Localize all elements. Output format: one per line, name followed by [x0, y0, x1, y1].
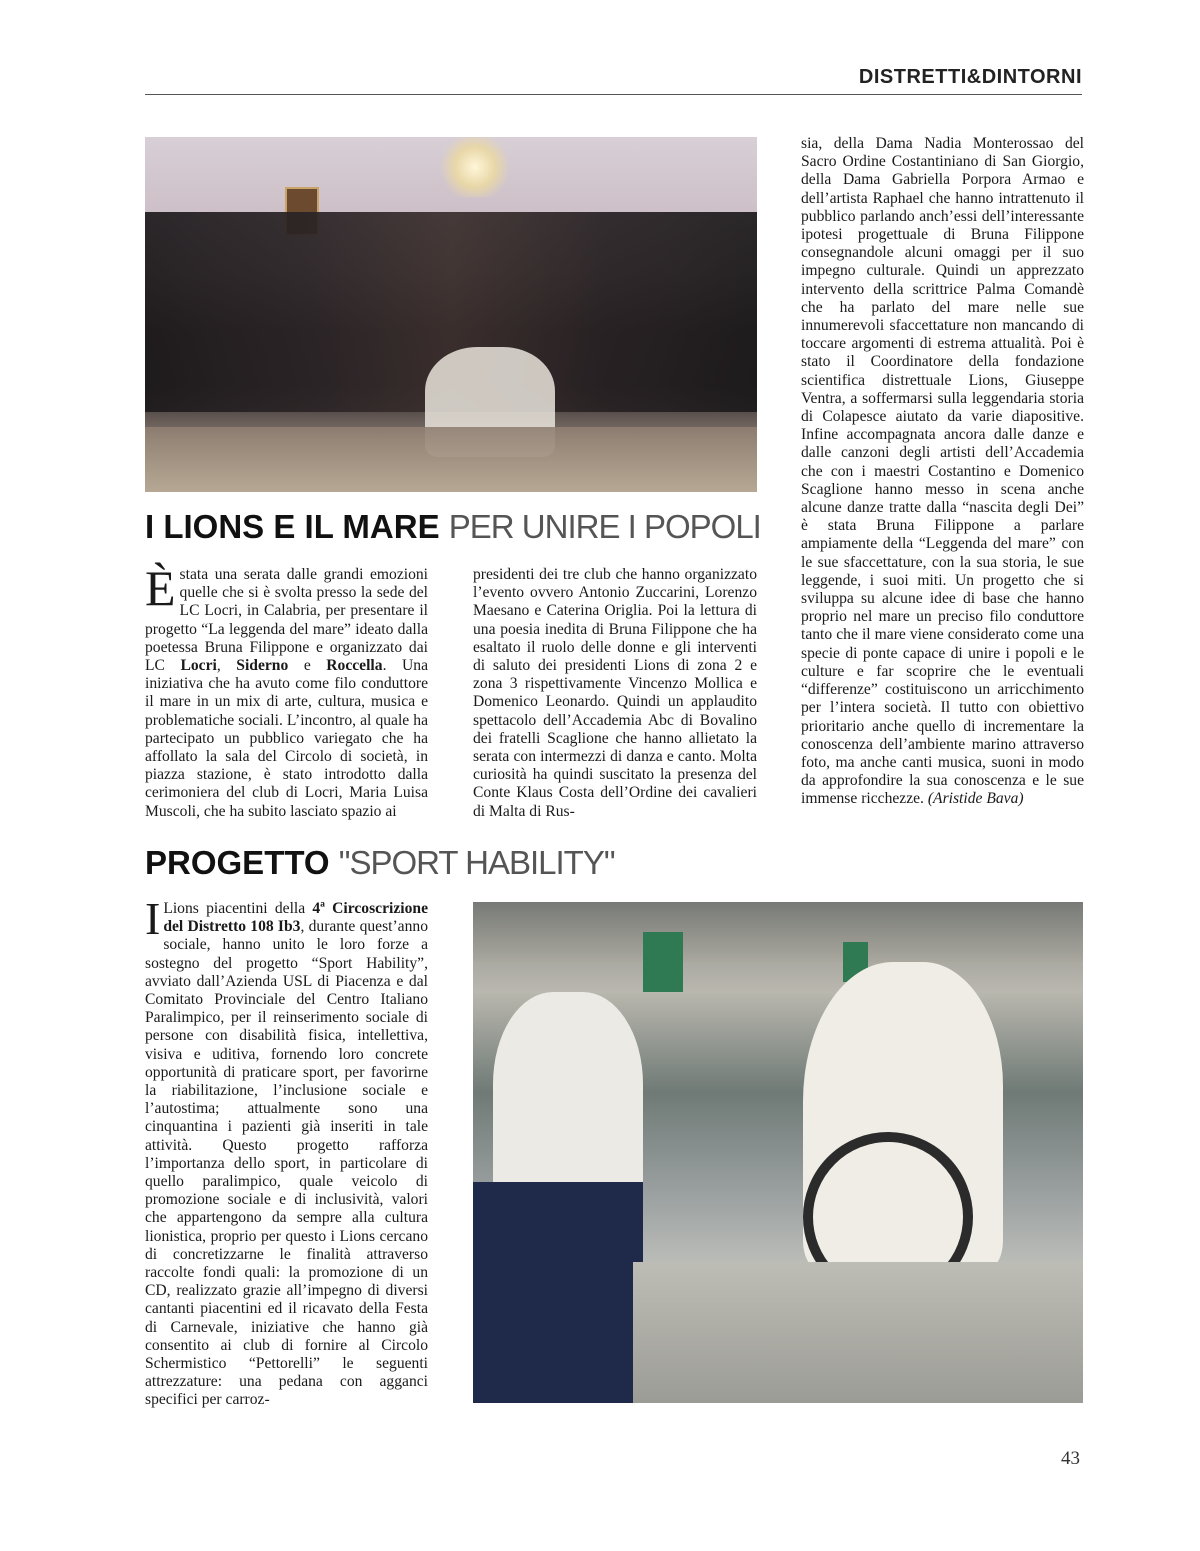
article1-col2-text: presidenti dei tre club che hanno organizzato l’evento ovvero Antonio Zuccarini, Lorenzo Maesano e Caterina Origlia. Poi la lettura di una poesia inedita di Bruna Filippone che ha esaltato il ruolo delle donne e gli interventi di saluto dei presidenti Lions di zona 2 e zona 3 rispettivamente Vincenzo Mollica e Domenico Leonardo. Quindi un applaudito spettacolo dell’Accademia Abc di Bovalino dei fratelli Scaglione che hanno allietato la serata con intermezzi di danza e canto. Molta curiosità ha quindi suscitato la presenza del Conte Klaus Costa dell’Ordine dei cavalieri di Malta di Rus- [473, 566, 757, 820]
article2-headline [145, 844, 615, 882]
article2-bold: 4ª Circoscrizione del Distretto 108 Ib3 [163, 900, 428, 936]
article1-column-1 [145, 560, 428, 821]
club-siderno: Siderno [236, 657, 289, 675]
article1-text-a: stata una serata dalle grandi emozioni quelle che si è svolta presso la sede del LC Locri, in Calabria, per presentare il progetto “La leggenda del mare” ideato dalla poetessa Bruna Filippone e organizzato dai LC [145, 566, 428, 675]
green-door-shape [643, 932, 683, 992]
article2-dropcap: I [145, 893, 161, 944]
article1-author: (Aristide Bava) [927, 790, 1024, 808]
fis-box-shape [473, 1182, 643, 1403]
piste-shape [633, 1262, 1083, 1403]
sep-2: e [288, 657, 327, 675]
group-photo [145, 137, 757, 492]
club-locri: Locri [180, 657, 217, 675]
fencing-photo [473, 902, 1083, 1403]
article1-subtitle: PER UNIRE I POPOLI [448, 508, 761, 545]
sep-1: , [216, 657, 237, 675]
article1-column-2 [473, 566, 757, 821]
section-label: DISTRETTI&DINTORNI [858, 66, 1082, 88]
article2-title: PROGETTO [145, 844, 330, 881]
article1-text-b: . Una iniziativa che ha avuto come filo conduttore il mare in un mix di arte, cultura, musica e problematiche sociali. L’incontro, al quale ha partecipato un pubblico variegato che ha affollato la sala del Circolo di società, in piazza stazione, è stato introdotto dalla cerimoniera del club di Locri, Maria Luisa Muscoli, che ha subito lasciato spazio ai [145, 657, 428, 820]
floor-shape [145, 427, 757, 492]
header-rule [145, 94, 1082, 95]
article2-column [145, 893, 428, 1410]
article1-headline [145, 508, 761, 546]
article2-subtitle: "SPORT HABILITY" [338, 844, 615, 881]
hall-ceiling-shape [473, 902, 1083, 962]
club-roccella: Roccella [326, 657, 383, 675]
page-number: 43 [1061, 1448, 1080, 1469]
article1-column-3 [801, 135, 1084, 809]
article2-text-b: , durante quest’anno sociale, hanno unito le loro forze a sostegno del progetto “Sport Hability”, avviato dall’Azienda USL di Piacenza e dal Comitato Provinciale del Centro Italiano Paralimpico, per il reinserimento sociale di persone con disabilità fisica, intellettiva, visiva e uditiva, fornendo loro concrete opportunità di praticare sport, per favorirne la riabilitazione, l’inclusione sociale e l’autostima; attualmente sono una cinquantina i pazienti già inseriti in tale attività. Questo progetto rafforza l’importanza dello sport, in particolare di quello paralimpico, quale veicolo di promozione sociale e di inclusività, valori che appartengono da sempre alla cultura lionistica, proprio per questo i Lions cercano di concretizzarne le finalità attraverso raccolte fondi quali: la promozione di un CD, realizzato grazie all’impegno di diversi cantanti piacentini ed il ricavato della Festa di Carnevale, iniziative che hanno già consentito ai club di fornire al Circolo Schermistico “Pettorelli” le seguenti attrezzature: una pedana con agganci specifici per carroz- [145, 918, 428, 1409]
article1-col3-text: sia, della Dama Nadia Monterossao del Sacro Ordine Costantiniano di San Giorgio, della Dama Gabriella Porpora Armao e dell’artista Raphael che hanno intrattenuto il pubblico parlando anch’essi dell’interessante ipotesi progettuale di Bruna Filippone consegnandole alcuni omaggi per il suo impegno culturale. Quindi un apprezzato intervento della scrittrice Palma Comandè che ha parlato del mare nelle sue innumerevoli sfaccettature non mancando di toccare argomenti di estrema attualità. Poi è stato il Coordinatore della fondazione scientifica distrettuale Lions, Giuseppe Ventra, a soffermarsi sulla leggendaria storia di Colapesce aiutato da varie diapositive. Infine accompagnata ancora dalle danze e dalle canzoni degli artisti dell’Accademia che con i maestri Costantino e Domenico Scaglione hanno messo in scena anche alcune danze tratte dalla “nascita degli Dei” è stata Bruna Filippone a parlare ampiamente della “Leggenda del mare” con le sue sfaccettature, con la sua storia, le sue leggende, i suoi miti. Un progetto che si sviluppa su alcune idee di base che hanno proprio nel mare un preciso filo conduttore tanto che il mare viene considerato come una specie di ponte capace di unire i popoli e le culture e far scoprire che le eventuali “differenze” costituiscono un arricchimento per l’intera società. Il tutto con obiettivo prioritario anche quello di incrementare la conoscenza dell’ambiente marino attraverso foto, ma anche canti musica, suoni in modo da approfondire la sua conoscenza e le sue immense ricchezze. [801, 135, 1084, 808]
article1-title: I LIONS E IL MARE [145, 508, 440, 545]
article1-dropcap: È [145, 560, 176, 616]
article2-text-a: Lions piacentini della [163, 900, 313, 917]
chandelier-shape [435, 137, 515, 197]
